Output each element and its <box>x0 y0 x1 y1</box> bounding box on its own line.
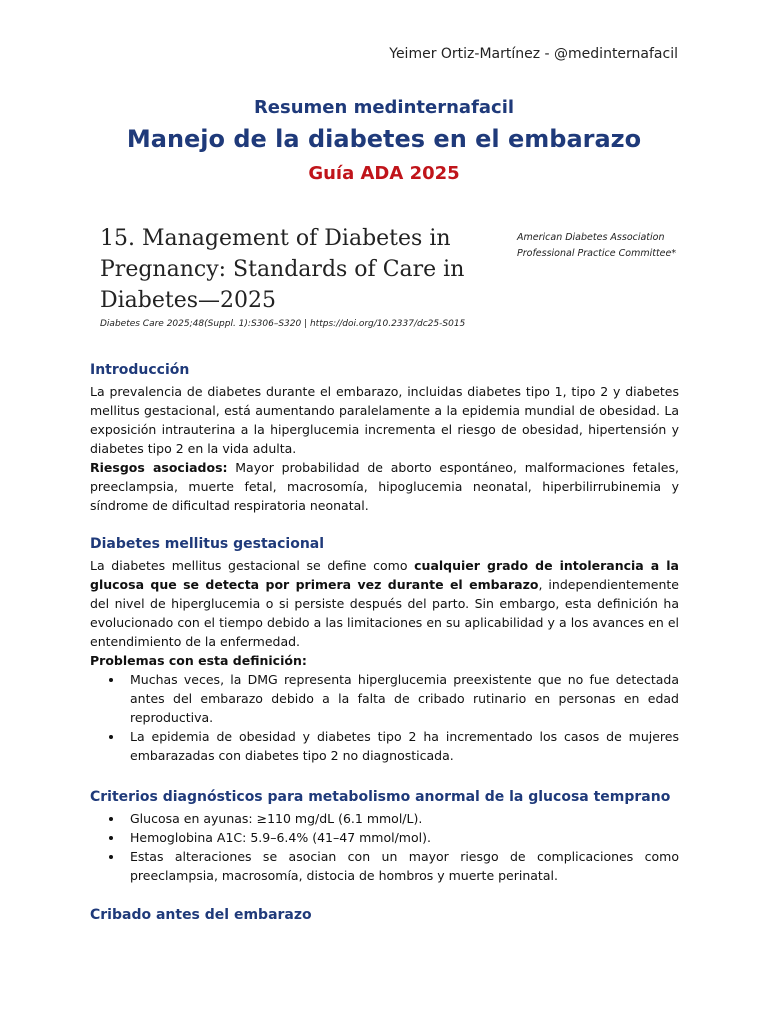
definition-start: La diabetes mellitus gestacional se define como <box>90 558 415 573</box>
document-body <box>90 360 679 927</box>
risks-paragraph <box>90 458 679 515</box>
section-introduction <box>90 360 679 515</box>
paper-authors-line-2: Professional Practice Committee* <box>517 248 677 259</box>
guide-subtitle: Guía ADA 2025 <box>308 163 460 184</box>
summary-kicker: Resumen medinternafacil <box>253 97 515 118</box>
criteria-list <box>90 809 679 885</box>
paper-citation: Diabetes Care 2025;48(Suppl. 1):S306–S320 | https://doi.org/10.2337/dc25-S015 <box>100 319 466 329</box>
list-item: • Glucosa en ayunas: ≥110 mg/dL (6.1 mmol/L). <box>124 809 679 828</box>
list-item: • Estas alteraciones se asocian con un mayor riesgo de complicaciones como preeclampsia, macrosomía, distocia de hombros y muerte perinatal. <box>124 847 679 885</box>
paper-authors <box>517 230 717 262</box>
gestational-diabetes-heading: Diabetes mellitus gestacional <box>90 536 325 552</box>
risks-text: Mayor probabilidad de aborto espontáneo, malformaciones fetales, preeclampsia, muerte fetal, macrosomía, hipoglucemia neonatal, hiperbilirrubinemia y síndrome de dificultad respiratoria neonatal. <box>90 460 679 513</box>
author-line: Yeimer Ortiz-Martínez - @medinternafacil <box>389 46 678 62</box>
paper-title: 15. Management of Diabetes in Pregnancy: Standards of Care in Diabetes—2025 <box>100 226 465 313</box>
page-title: Manejo de la diabetes en el embarazo <box>126 125 642 153</box>
introduction-paragraph: La prevalencia de diabetes durante el embarazo, incluidas diabetes tipo 1, tipo 2 y diabetes mellitus gestacional, está aumentando paralelamente a la epidemia mundial de obesidad. La exposición intrauterina a la hiperglucemia incrementa el riesgo de obesidad, hipertensión y diabetes tipo 2 en la vida adulta. <box>90 384 679 456</box>
list-item: • Muchas veces, la DMG representa hiperglucemia preexistente que no fue detectada antes del embarazo debido a la falta de cribado rutinario en personas en edad reproductiva. <box>124 670 679 727</box>
problems-label: Problemas con esta definición: <box>90 653 307 668</box>
list-item: • La epidemia de obesidad y diabetes tipo 2 ha incrementado los casos de mujeres embarazadas con diabetes tipo 2 no diagnosticada. <box>124 727 679 765</box>
introduction-heading: Introducción <box>90 362 190 378</box>
paper-authors-line-1: American Diabetes Association <box>517 232 665 243</box>
problems-list <box>90 670 679 765</box>
screening-heading: Cribado antes del embarazo <box>90 907 312 923</box>
gestational-diabetes-definition <box>90 556 679 651</box>
risks-label: Riesgos asociados: <box>90 460 228 475</box>
definition-end: , independientemente del nivel de hiperglucemia o si persiste después del parto. Sin embargo, esta definición ha evolucionado con el tiempo debido a las limitaciones en su aplicabilidad y a los avances en el entendimiento de la enfermedad. <box>90 577 679 649</box>
summary-header <box>0 96 768 186</box>
diagnostic-criteria-heading: Criterios diagnósticos para metabolismo anormal de la glucosa temprano <box>90 789 671 805</box>
definition-bold: cualquier grado de intolerancia a la glucosa que se detecta por primera vez durante el embarazo <box>90 558 679 592</box>
section-diagnostic-criteria <box>90 787 679 885</box>
list-item: • Hemoglobina A1C: 5.9–6.4% (41–47 mmol/mol). <box>124 828 679 847</box>
section-gestational-diabetes <box>90 534 679 765</box>
section-preconception-screening <box>90 905 679 925</box>
